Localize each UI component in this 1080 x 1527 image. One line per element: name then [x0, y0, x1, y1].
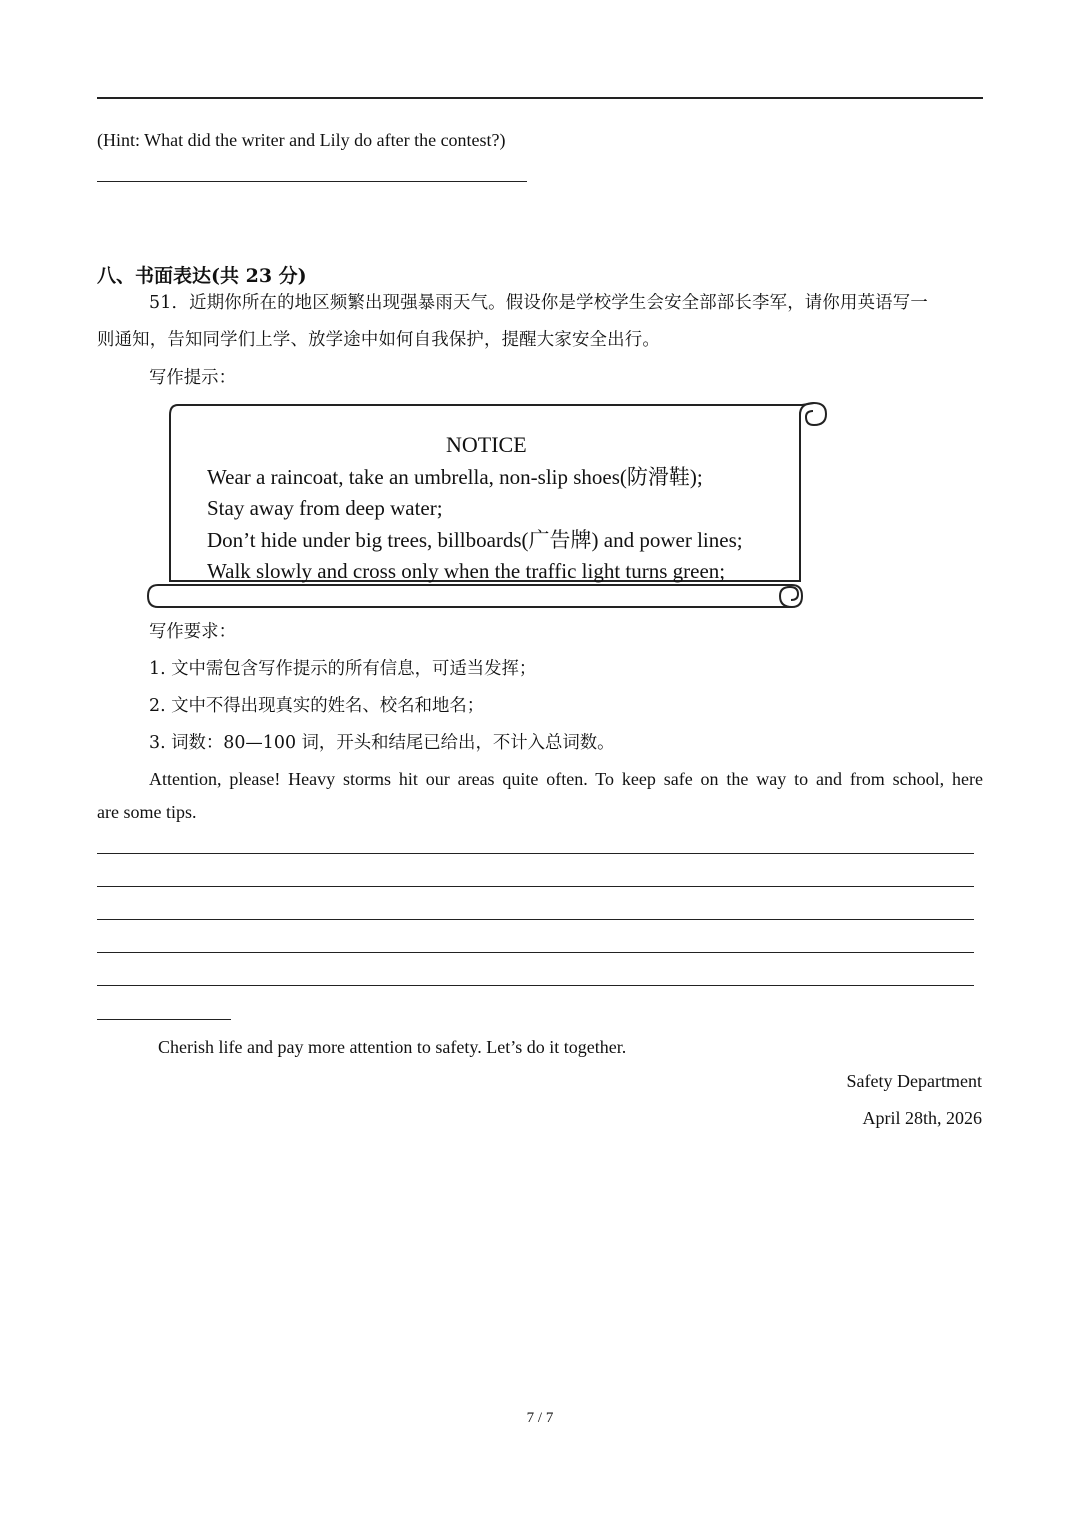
- opening-line-1: Attention, please! Heavy storms hit our areas quite often. To keep safe on the way to and from school, here: [149, 769, 983, 789]
- hint-answer-line[interactable]: [97, 181, 527, 182]
- requirements-label: 写作要求：: [149, 622, 236, 642]
- writing-line[interactable]: [97, 886, 974, 887]
- notice-line-4: Walk slowly and cross only when the traffic light turns green;: [207, 559, 726, 583]
- notice-line-3: Don’t hide under big trees, billboards(广告牌) and power lines;: [207, 528, 743, 552]
- page-number: 7 / 7: [526, 1410, 554, 1426]
- notice-title: NOTICE: [446, 432, 527, 457]
- signature-department: Safety Department: [846, 1071, 982, 1091]
- question-line-2: 则通知，告知同学们上学、放学途中如何自我保护，提醒大家安全出行。: [97, 330, 660, 350]
- writing-line[interactable]: [97, 1019, 231, 1020]
- section-title: 八、书面表达(共 23 分): [97, 265, 307, 287]
- signature-date: April 28th, 2026: [862, 1108, 982, 1128]
- prompt-label: 写作提示：: [149, 368, 236, 388]
- writing-line[interactable]: [97, 985, 974, 986]
- requirement-item: 3. 词数：80—100 词，开头和结尾已给出，不计入总词数。: [149, 733, 615, 753]
- hint-text: (Hint: What did the writer and Lily do after the contest?): [97, 130, 506, 150]
- opening-line-2: are some tips.: [97, 802, 197, 822]
- question-line-1: 51．近期你所在的地区频繁出现强暴雨天气。假设你是学校学生会安全部部长李军，请你用英语写一: [149, 293, 928, 313]
- writing-line[interactable]: [97, 952, 974, 953]
- top-divider: [97, 97, 983, 99]
- requirement-item: 2. 文中不得出现真实的姓名、校名和地名；: [149, 696, 485, 716]
- notice-line-2: Stay away from deep water;: [207, 496, 443, 520]
- notice-line-1: Wear a raincoat, take an umbrella, non-slip shoes(防滑鞋);: [207, 465, 703, 489]
- writing-line[interactable]: [97, 919, 974, 920]
- requirement-item: 1. 文中需包含写作提示的所有信息，可适当发挥；: [149, 659, 537, 679]
- closing-text: Cherish life and pay more attention to safety. Let’s do it together.: [158, 1037, 627, 1057]
- writing-line[interactable]: [97, 853, 974, 854]
